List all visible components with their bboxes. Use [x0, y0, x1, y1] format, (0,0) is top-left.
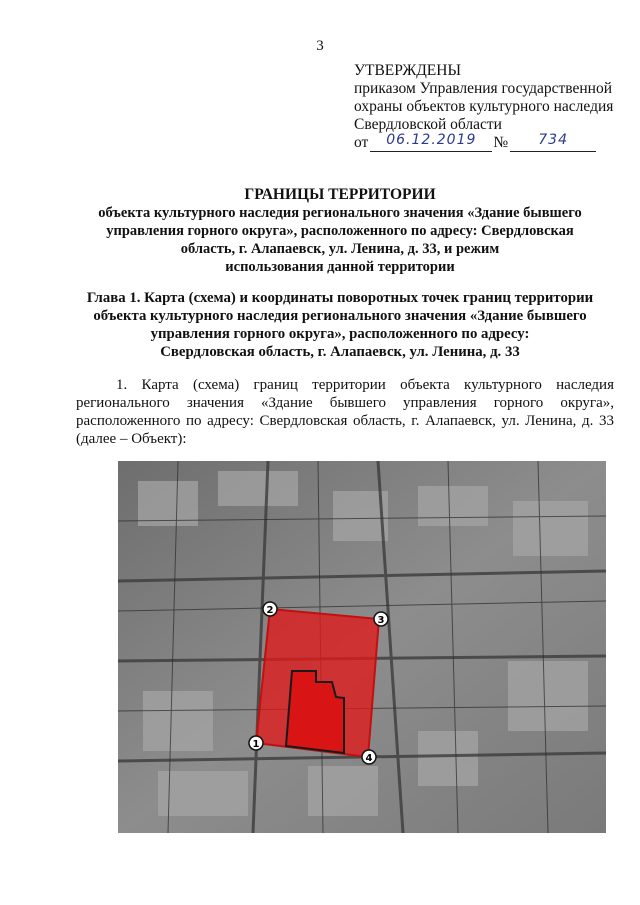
approval-line-3: охраны объектов культурного наследия: [354, 98, 614, 115]
chapter-line-2: объекта культурного наследия регионального значения «Здание бывшего: [93, 308, 587, 324]
map-image: [118, 461, 606, 833]
number-field: [510, 134, 596, 152]
chapter-line-3: управления горного округа», расположенного по адресу:: [150, 326, 530, 342]
title-line-3: область, г. Алапаевск, ул. Ленина, д. 33, и режим: [180, 241, 500, 257]
approval-title: УТВЕРЖДЕНЫ: [354, 62, 461, 79]
document-title: [60, 186, 620, 276]
body-paragraph: 1. Карта (схема) границ территории объекта культурного наследия регионального значения «Здание бывшего управления горного округа», расположенного по адресу: Свердловская область, г. Алапаевск, ул. Ленина, д. 33 (далее – Объект):: [76, 377, 614, 447]
title-line-4: использования данной территории: [225, 259, 455, 275]
approval-line-2: приказом Управления государственной: [354, 80, 613, 97]
chapter-line-4: Свердловская область, г. Алапаевск, ул. Ленина, д. 33: [160, 344, 520, 360]
title-line-2: управления горного округа», расположенного по адресу: Свердловская: [106, 223, 574, 239]
approval-block: [354, 62, 624, 152]
svg-text:2: 2: [266, 605, 274, 616]
date-value: 06.12.2019: [386, 132, 477, 148]
number-value: 734: [538, 132, 568, 148]
date-field: [370, 134, 492, 152]
svg-text:3: 3: [377, 615, 385, 626]
approval-line-4: Свердловской области: [354, 116, 502, 133]
svg-text:4: 4: [365, 753, 373, 764]
boundary-point-1: [249, 736, 263, 750]
boundary-point-4: [362, 750, 376, 764]
chapter-heading: [60, 289, 620, 361]
title-main: ГРАНИЦЫ ТЕРРИТОРИИ: [244, 186, 436, 203]
boundary-point-3: [374, 612, 388, 626]
date-prefix: от: [354, 134, 369, 151]
approval-date-row: [354, 134, 624, 152]
boundary-point-2: [263, 602, 277, 616]
boundary-map: [118, 461, 606, 833]
chapter-line-1: Глава 1. Карта (схема) и координаты поворотных точек границ территории: [86, 290, 594, 306]
svg-text:1: 1: [252, 739, 260, 750]
number-prefix: №: [493, 134, 509, 151]
page-number: 3: [316, 38, 324, 54]
title-line-1: объекта культурного наследия регионального значения «Здание бывшего: [98, 205, 582, 221]
